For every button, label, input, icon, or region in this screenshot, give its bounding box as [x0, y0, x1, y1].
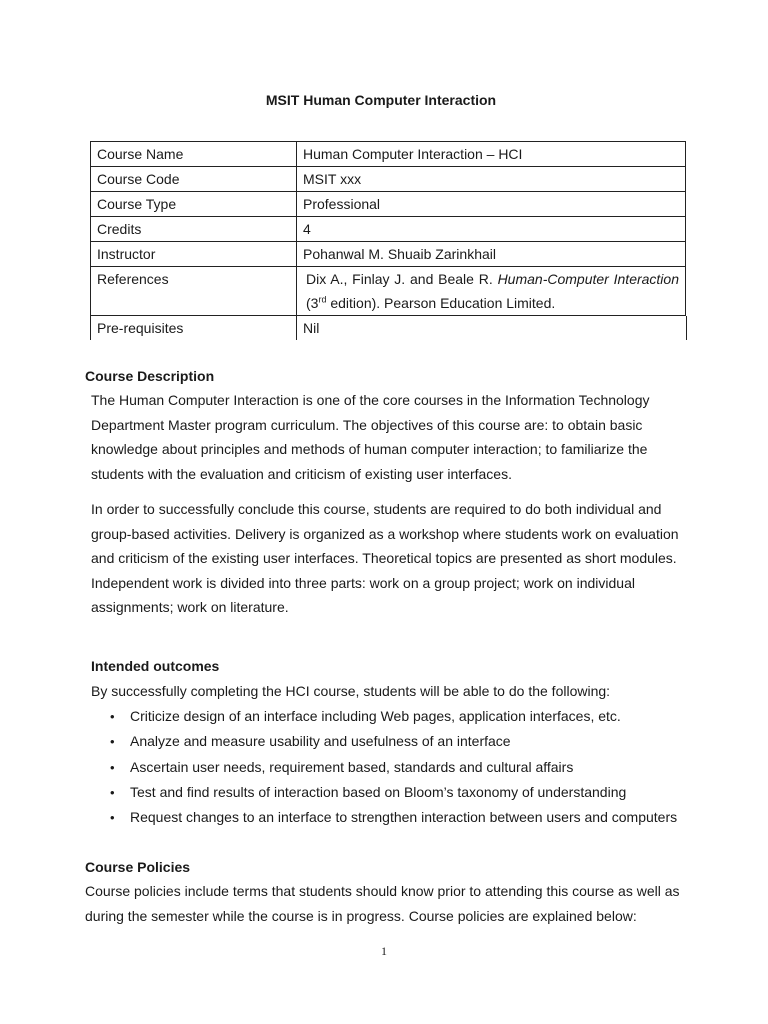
paragraph-line: and criticism of the existing user interfaces. Theoretical topics are presented as short modules. — [91, 550, 677, 566]
row-value: Professional — [297, 192, 686, 217]
row-label: Course Code — [91, 167, 297, 192]
row-label: Instructor — [91, 242, 297, 267]
document-title: MSIT Human Computer Interaction — [265, 92, 497, 108]
row-label: Pre-requisites — [91, 316, 297, 341]
paragraph-line: Independent work is divided into three parts: work on a group project; work on individual — [91, 574, 635, 591]
table-row — [91, 242, 686, 267]
intended-outcomes-heading: Intended outcomes — [91, 658, 220, 674]
page-number: 1 — [381, 944, 387, 958]
course-info-table — [90, 141, 686, 340]
paragraph-line: group-based activities. Delivery is organized as a workshop where students work on evaluation — [91, 525, 679, 542]
row-value: Human Computer Interaction – HCI — [297, 142, 686, 167]
ref-edition-sup: rd — [318, 294, 327, 305]
intended-outcomes-intro: By successfully completing the HCI course, students will be able to do the following: — [91, 683, 611, 699]
paragraph-line: assignments; work on literature. — [91, 599, 289, 615]
list-item: • Analyze and measure usability and usefulness of an interface — [110, 729, 677, 754]
course-description-paragraph-2 — [91, 497, 679, 620]
ref-authors: Dix A., Finlay J. and Beale R. — [306, 271, 498, 287]
row-label: Course Type — [91, 192, 297, 217]
table-row — [91, 192, 686, 217]
paragraph-line: Course policies include terms that students should know prior to attending this course as well as — [85, 883, 680, 899]
references-value — [297, 267, 686, 316]
paragraph-line: during the semester while the course is in progress. Course policies are explained below: — [85, 907, 637, 924]
row-value: MSIT xxx — [297, 167, 686, 192]
paragraph-line: students with the evaluation and criticism of existing user interfaces. — [91, 465, 512, 482]
list-item: • Test and find results of interaction based on Bloom’s taxonomy of understanding — [110, 780, 677, 805]
row-label: Credits — [91, 217, 297, 242]
list-item: • Request changes to an interface to strengthen interaction between users and computers — [110, 805, 677, 830]
paragraph-line: Department Master program curriculum. The objectives of this course are: to obtain basic — [91, 416, 643, 433]
row-label: References — [91, 267, 297, 316]
ref-edition-open: (3 — [306, 295, 319, 311]
course-policies-paragraph — [85, 879, 680, 928]
paragraph-line: In order to successfully conclude this course, students are required to do both individual and — [91, 501, 662, 517]
table-row — [91, 267, 686, 316]
table-row — [91, 167, 686, 192]
row-value: Pohanwal M. Shuaib Zarinkhail — [297, 242, 686, 267]
table-row — [91, 142, 686, 167]
list-item: • Ascertain user needs, requirement based, standards and cultural affairs — [110, 755, 677, 780]
paragraph-line: The Human Computer Interaction is one of the core courses in the Information Technology — [91, 392, 650, 408]
table-row — [91, 316, 686, 341]
course-policies-heading: Course Policies — [85, 859, 191, 875]
paragraph-line: knowledge about principles and methods of human computer interaction; to familiarize the — [91, 441, 648, 457]
row-value: 4 — [297, 217, 686, 242]
list-item: • Criticize design of an interface including Web pages, application interfaces, etc. — [110, 704, 677, 729]
course-description-paragraph-1 — [91, 388, 650, 486]
outcomes-list — [110, 704, 677, 830]
ref-edition-rest: edition). Pearson Education Limited. — [326, 295, 556, 311]
row-value: Nil — [297, 316, 686, 341]
table-row — [91, 217, 686, 242]
course-description-heading: Course Description — [85, 368, 215, 384]
row-label: Course Name — [91, 142, 297, 167]
ref-book-title: Human-Computer Interaction — [497, 271, 679, 287]
